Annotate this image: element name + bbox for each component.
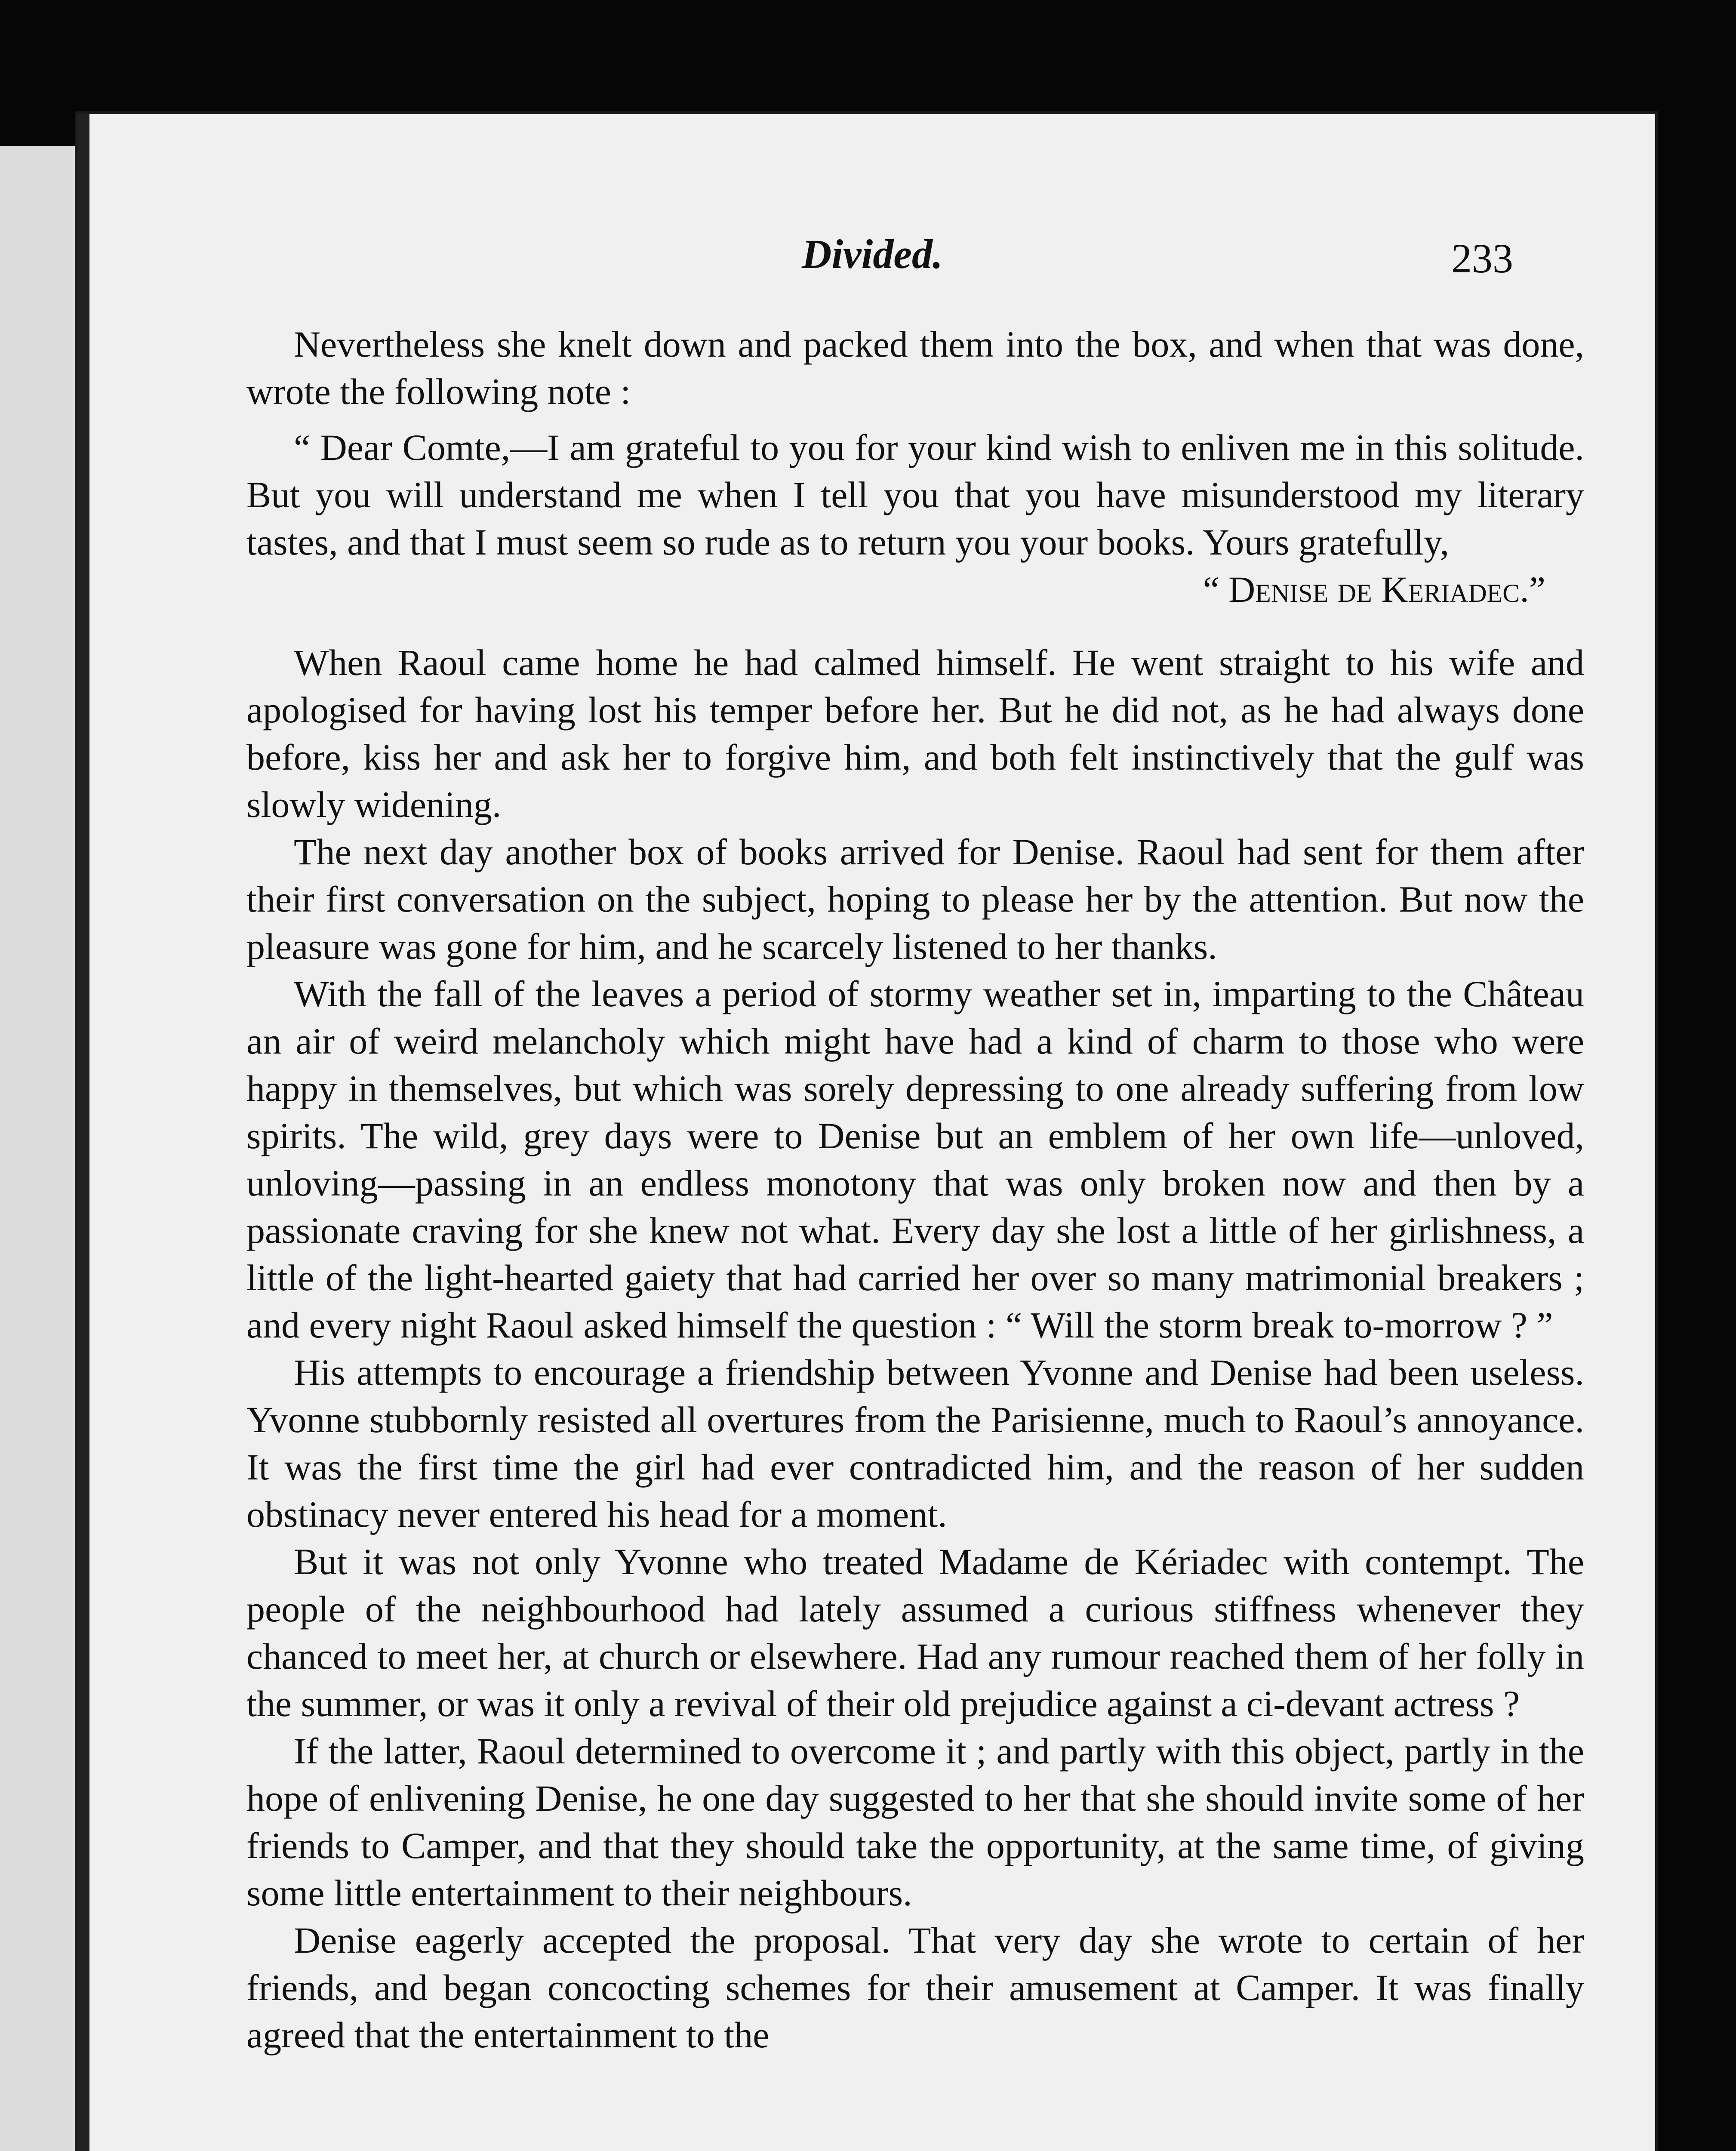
- paragraph: Denise eagerly accepted the proposal. That very day she wrote to certain of her friends, and began concocting schemes for their amusement at Camper. It was finally agreed that the entertainment to the: [246, 1920, 1584, 2055]
- page-number: 233: [1451, 235, 1513, 281]
- letter-body: “ Dear Comte,—I am grateful to you for your kind wish to enliven me in this solitude. But you will understand me when I tell you that you have misunderstood my literary tastes, and that I must seem so rude as to return you your books. Yours gratefully,: [246, 427, 1584, 563]
- paragraph: His attempts to encourage a friendship between Yvonne and Denise had been useless. Yvonne stubbornly resisted all overtures from the Parisienne, much to Raoul’s annoyance. It was the first time the girl had ever contradicted him, and the reason of her sudden obstinacy never entered his head for a moment.: [246, 1352, 1584, 1535]
- paragraph: Nevertheless she knelt down and packed them into the box, and when that was done, wrote the following note :: [246, 324, 1584, 412]
- body-text: [246, 320, 1584, 2059]
- paragraph: The next day another box of books arrived for Denise. Raoul had sent for them after their first conversation on the subject, hoping to please her by the attention. But now the pleasure was gone for him, and he scarcely listened to her thanks.: [246, 831, 1584, 967]
- letter-signature: “ Denise de Keriadec.”: [1203, 569, 1545, 610]
- paragraph: When Raoul came home he had calmed himself. He went straight to his wife and apologised for having lost his temper before her. But he did not, as he had always done before, kiss her and ask her to forgive him, and both felt instinctively that the gulf was slowly widening.: [246, 642, 1584, 825]
- paragraph: But it was not only Yvonne who treated Madame de Kériadec with contempt. The people of the neighbourhood had lately assumed a curious stiffness whenever they chanced to meet her, at church or elsewhere. Had any rumour reached them of her folly in the summer, or was it only a revival of their old prejudice against a ci-devant actress ?: [246, 1541, 1584, 1724]
- quoted-letter: [246, 424, 1584, 613]
- book-page: [77, 114, 1655, 2151]
- running-title: Divided.: [802, 231, 943, 277]
- paragraph: If the latter, Raoul determined to overcome it ; and partly with this object, partly in the hope of enlivening Denise, he one day suggested to her that she should invite some of her friends to Camper, and that they should take the opportunity, at the same time, of giving some little entertainment to their neighbours.: [246, 1730, 1584, 1914]
- page-header: [89, 230, 1655, 299]
- paragraph: With the fall of the leaves a period of stormy weather set in, imparting to the Château an air of weird melancholy which might have had a kind of charm to those who were happy in themselves, but which was sorely depressing to one already suffering from low spirits. The wild, grey days were to Denise but an emblem of her own life—unloved, unloving—passing in an endless monotony that was only broken now and then by a passionate craving for she knew not what. Every day she lost a little of her girlishness, a little of the light-hearted gaiety that had carried her over so many matrimonial breakers ; and every night Raoul asked himself the question : “ Will the storm break to-morrow ? ”: [246, 973, 1584, 1346]
